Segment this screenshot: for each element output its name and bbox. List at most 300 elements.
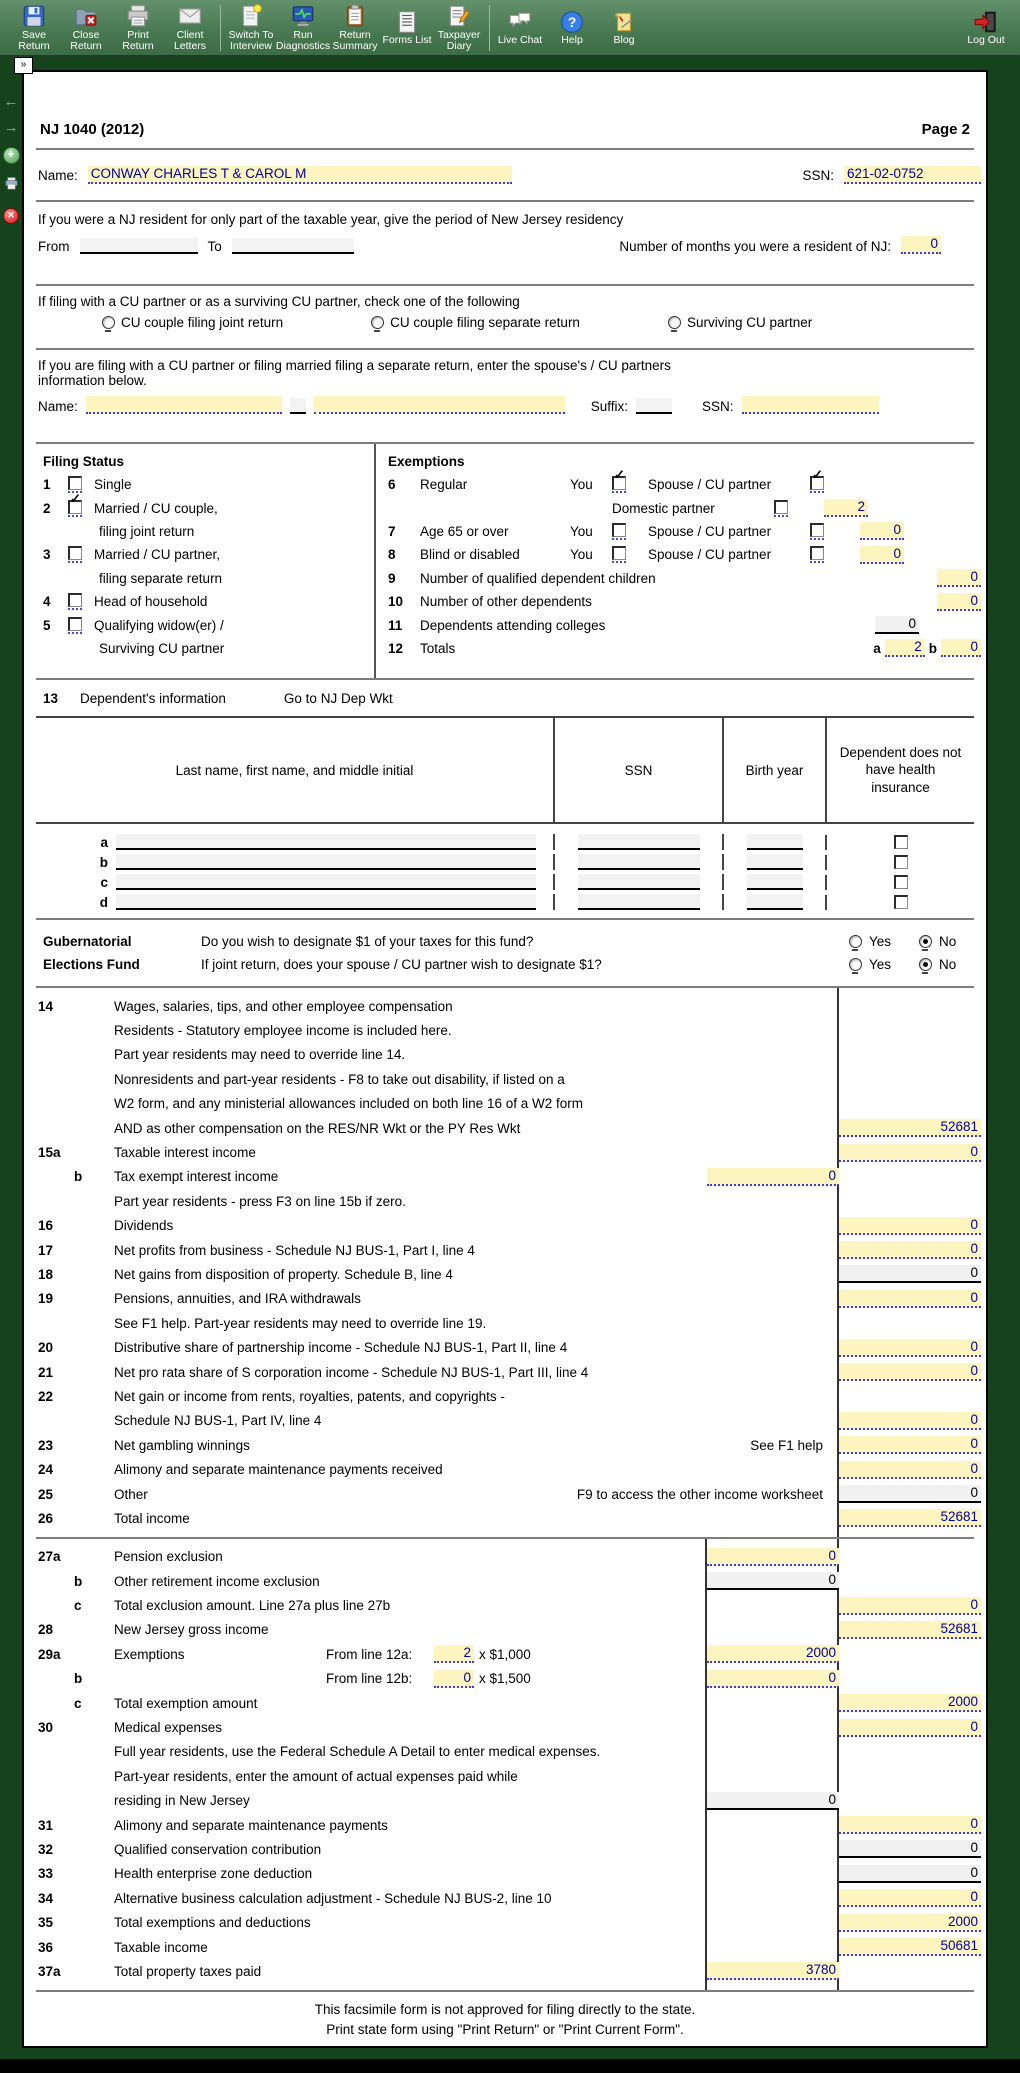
blog-icon bbox=[611, 8, 637, 35]
toolbar-button-label: Diary bbox=[446, 40, 472, 52]
cu-option-radio[interactable] bbox=[668, 316, 681, 329]
multiplier-label: x $1,500 bbox=[479, 1671, 531, 1687]
domestic-count-field[interactable]: 2 bbox=[824, 499, 868, 517]
filing-status-checkbox-2[interactable] bbox=[68, 500, 82, 514]
filing-status-item-cont bbox=[38, 520, 374, 543]
help-icon bbox=[559, 8, 585, 35]
months-resident-field[interactable]: 0 bbox=[901, 236, 941, 254]
col-insurance-header: Dependent does not have health insurance bbox=[825, 718, 974, 822]
dependent-ssn-field[interactable] bbox=[578, 834, 700, 850]
col-ssn-header: SSN bbox=[553, 718, 722, 822]
colleges-field[interactable]: 0 bbox=[875, 616, 919, 634]
line-number: c bbox=[74, 1695, 82, 1711]
suffix-label: Suffix: bbox=[590, 399, 629, 414]
dependent-birthyear-field[interactable] bbox=[747, 834, 803, 850]
toolbar-button-label: Save bbox=[22, 28, 46, 41]
dependent-no-insurance-checkbox[interactable] bbox=[894, 875, 908, 889]
amount-field-35[interactable]: 2000 bbox=[839, 1914, 981, 1932]
dependent-row-c bbox=[36, 870, 974, 890]
income-line-cont-8 bbox=[38, 1189, 981, 1213]
dependents-table bbox=[36, 716, 974, 918]
exemption-label: Regular bbox=[420, 477, 468, 493]
toolbar-divider bbox=[489, 5, 490, 51]
svg-text:?: ? bbox=[567, 13, 577, 30]
deductions-section bbox=[24, 1539, 986, 1990]
amount-field-30[interactable]: 0 bbox=[839, 1719, 981, 1737]
deduction-line-b bbox=[38, 1667, 981, 1691]
totals-b-field[interactable]: 0 bbox=[941, 639, 981, 657]
gubernatorial-title-1: Gubernatorial bbox=[43, 934, 132, 949]
line-number: 28 bbox=[38, 1622, 54, 1638]
toolbar-button-save-return[interactable] bbox=[9, 3, 59, 53]
income-line-cont-13 bbox=[38, 1311, 981, 1335]
checkbox-domestic-partner[interactable] bbox=[774, 500, 788, 514]
income-line-26 bbox=[38, 1506, 981, 1530]
toolbar-button-label: Diagnostics bbox=[275, 40, 331, 52]
line-number: 4 bbox=[43, 594, 51, 610]
income-section bbox=[24, 988, 986, 1537]
filing-status-item-cont bbox=[38, 567, 374, 590]
income-line-cont-17 bbox=[38, 1409, 981, 1433]
filing-status-checkbox-4[interactable] bbox=[68, 593, 82, 607]
amount-field-21[interactable]: 0 bbox=[839, 1363, 981, 1381]
spouse-firstname-field[interactable] bbox=[314, 396, 565, 414]
line-label: Part year residents - press F3 on line 15b if zero. bbox=[114, 1193, 406, 1209]
line-number: 3 bbox=[43, 547, 51, 563]
income-line-19 bbox=[38, 1287, 981, 1311]
filing-status-checkbox-1[interactable] bbox=[68, 476, 82, 490]
name-label: Name: bbox=[38, 167, 78, 183]
totals-b-label: b bbox=[928, 640, 937, 656]
add-icon[interactable]: + bbox=[3, 147, 20, 164]
income-line-23 bbox=[38, 1433, 981, 1457]
amount-field-17[interactable]: 0 bbox=[839, 1241, 981, 1259]
amount-field-31[interactable]: 0 bbox=[839, 1816, 981, 1834]
forward-arrow-icon[interactable]: → bbox=[3, 119, 19, 136]
gubernatorial-q1-row bbox=[201, 930, 981, 953]
toolbar-button-return-summary[interactable] bbox=[330, 3, 380, 53]
toolbar-button-label: Close bbox=[72, 28, 100, 41]
line-label: Alternative business calculation adjustment - Schedule NJ BUS-2, line 10 bbox=[114, 1890, 552, 1906]
toolbar-button-close-return[interactable] bbox=[61, 3, 111, 53]
gubernatorial-q2-row bbox=[201, 953, 981, 976]
dep-worksheet-link[interactable]: Go to NJ Dep Wkt bbox=[283, 690, 393, 706]
toolbar-button-label: Print bbox=[127, 28, 149, 41]
filing-status-label: Married / CU partner, bbox=[94, 547, 221, 563]
form-footer bbox=[24, 1992, 986, 2046]
deduction-line-37a bbox=[38, 1959, 981, 1983]
amount-field-10[interactable]: 0 bbox=[707, 1792, 839, 1810]
residency-from-field[interactable] bbox=[80, 238, 198, 254]
print-icon bbox=[125, 3, 151, 30]
letters-icon bbox=[177, 3, 203, 30]
dependent-row-letter: c bbox=[100, 875, 108, 890]
line-number: 1 bbox=[43, 477, 51, 493]
cu-option-3 bbox=[668, 315, 812, 330]
filing-status-item-4 bbox=[38, 590, 374, 613]
spouse-lastname-field[interactable] bbox=[86, 396, 282, 414]
line-number: 7 bbox=[388, 523, 396, 539]
dependent-no-insurance-checkbox[interactable] bbox=[894, 855, 908, 869]
cu-option-label: Surviving CU partner bbox=[686, 315, 813, 330]
amount-field-24[interactable]: 0 bbox=[839, 1461, 981, 1479]
side-rail bbox=[0, 95, 22, 224]
income-line-b bbox=[38, 1165, 981, 1189]
income-line-14 bbox=[38, 994, 981, 1018]
taxpayer-ssn-field[interactable]: 621-02-0752 bbox=[844, 166, 981, 184]
line-number: 19 bbox=[38, 1291, 54, 1307]
amount-field-b[interactable]: 0 bbox=[707, 1670, 839, 1688]
col-name-header: Last name, first name, and middle initial bbox=[175, 762, 414, 778]
to-label: To bbox=[207, 239, 222, 254]
amount-field-27a[interactable]: 0 bbox=[707, 1548, 839, 1566]
amount-field-c[interactable]: 0 bbox=[839, 1597, 981, 1615]
blind-count-field[interactable]: 0 bbox=[860, 546, 904, 564]
taxpayer-name-field[interactable]: CONWAY CHARLES T & CAROL M bbox=[88, 166, 512, 184]
deduction-line-cont-10 bbox=[38, 1789, 981, 1813]
spouse-ssn-field[interactable] bbox=[742, 396, 879, 414]
deduction-line-c bbox=[38, 1691, 981, 1715]
amount-field-18[interactable]: 0 bbox=[839, 1265, 981, 1283]
line-note: See F1 help bbox=[750, 1437, 823, 1453]
line-label: Full year residents, use the Federal Schedule A Detail to enter medical expenses. bbox=[114, 1744, 601, 1760]
income-line-20 bbox=[38, 1335, 981, 1359]
exemption-row-11 bbox=[388, 613, 981, 636]
spouse-ssn-label: SSN: bbox=[702, 399, 734, 414]
line-label: Alimony and separate maintenance payments bbox=[114, 1817, 388, 1833]
toolbar-button-client-letters[interactable] bbox=[165, 3, 215, 53]
line-number: 13 bbox=[43, 690, 59, 706]
toolbar-button-taxpayer-diary[interactable] bbox=[434, 3, 484, 53]
exemption-label: Blind or disabled bbox=[420, 547, 520, 563]
deduction-line-cont-9 bbox=[38, 1764, 981, 1788]
back-arrow-icon[interactable]: ← bbox=[3, 93, 19, 110]
checkbox-regular-spouse[interactable] bbox=[810, 476, 824, 490]
line-label: Exemptions bbox=[114, 1646, 185, 1662]
form-header bbox=[24, 72, 986, 148]
amount-field-16[interactable]: 0 bbox=[839, 1217, 981, 1235]
toolbar-button-print-return[interactable] bbox=[113, 3, 163, 53]
line-number: 35 bbox=[38, 1915, 54, 1931]
deduction-line-36 bbox=[38, 1935, 981, 1959]
toolbar-button-forms-list[interactable] bbox=[382, 8, 432, 47]
amount-field-34[interactable]: 0 bbox=[839, 1889, 981, 1907]
you-label: You bbox=[570, 477, 593, 493]
line-number: 29a bbox=[38, 1646, 61, 1662]
residency-text: If you were a NJ resident for only part of the taxable year, give the period of New Jersey residency bbox=[38, 212, 624, 227]
line-number: b bbox=[74, 1169, 83, 1185]
totals-a-field[interactable]: 2 bbox=[885, 639, 925, 657]
amount-field-5[interactable]: 52681 bbox=[839, 1119, 981, 1137]
line-label: Total exemptions and deductions bbox=[114, 1915, 311, 1931]
dependent-name-field[interactable] bbox=[116, 874, 536, 890]
dependent-ssn-field[interactable] bbox=[578, 874, 700, 890]
spouse-mi-field[interactable] bbox=[290, 398, 306, 414]
dependent-children-field[interactable]: 0 bbox=[937, 569, 981, 587]
exemption-label: Number of qualified dependent children bbox=[420, 570, 656, 586]
line-label: W2 form, and any ministerial allowances included on both line 16 of a W2 form bbox=[114, 1096, 583, 1112]
print-icon[interactable] bbox=[4, 176, 19, 196]
exemption-count-field[interactable]: 2 bbox=[434, 1645, 474, 1663]
line-label: AND as other compensation on the RES/NR Wkt or the PY Res Wkt bbox=[114, 1120, 521, 1136]
line-label: Schedule NJ BUS-1, Part IV, line 4 bbox=[114, 1413, 322, 1429]
amount-field-33[interactable]: 0 bbox=[839, 1865, 981, 1883]
toolbar-button-blog[interactable] bbox=[599, 8, 649, 47]
amount-field-25[interactable]: 0 bbox=[839, 1485, 981, 1503]
dependent-birthyear-field[interactable] bbox=[747, 874, 803, 890]
page-number: Page 2 bbox=[921, 121, 970, 138]
other-dependents-field[interactable]: 0 bbox=[937, 593, 981, 611]
q2-text: If joint return, does your spouse / CU partner wish to designate $1? bbox=[201, 957, 602, 972]
checkbox-blind-spouse[interactable] bbox=[810, 546, 824, 560]
toolbar-button-help[interactable] bbox=[547, 8, 597, 47]
toolbar-button-run-diagnostics[interactable] bbox=[275, 3, 331, 53]
you-label: You bbox=[570, 547, 593, 563]
line-label: Medical expenses bbox=[114, 1720, 223, 1736]
filing-status-checkbox-5[interactable] bbox=[68, 617, 82, 631]
toolbar-button-label: Client bbox=[176, 28, 204, 41]
col-birthyear-header: Birth year bbox=[722, 718, 825, 822]
toolbar-button-label: Log Out bbox=[967, 34, 1005, 47]
forms-icon bbox=[394, 8, 420, 35]
gubernatorial-title-2: Elections Fund bbox=[43, 957, 140, 972]
toolbar-button-live-chat[interactable] bbox=[495, 8, 545, 47]
amount-field-26[interactable]: 52681 bbox=[839, 1509, 981, 1527]
line-number: 2 bbox=[43, 500, 51, 516]
toolbar-button-log-out[interactable] bbox=[961, 8, 1011, 47]
line-label: Net gain or income from rents, royalties, patents, and copyrights - bbox=[114, 1388, 505, 1404]
toolbar-button-label: Live Chat bbox=[497, 34, 543, 47]
cu-option-radio[interactable] bbox=[371, 316, 384, 329]
filing-status-item-cont bbox=[38, 637, 374, 660]
amount-field-b[interactable]: 0 bbox=[707, 1572, 839, 1590]
amount-field-b[interactable]: 0 bbox=[707, 1168, 839, 1186]
exemption-row-7 bbox=[388, 520, 981, 543]
income-line-17 bbox=[38, 1238, 981, 1262]
footer-line-2: Print state form using "Print Return" or "Print Current Form". bbox=[326, 2021, 684, 2037]
dependent-birthyear-field[interactable] bbox=[747, 894, 803, 910]
line-number: 27a bbox=[38, 1549, 61, 1565]
from-label: From bbox=[38, 239, 70, 254]
line-number: 25 bbox=[38, 1486, 54, 1502]
toolbar-button-label: Forms List bbox=[382, 34, 432, 47]
line-note: F9 to access the other income worksheet bbox=[576, 1486, 823, 1502]
line-label: Residents - Statutory employee income is included here. bbox=[114, 1023, 452, 1039]
dependent-ssn-field[interactable] bbox=[578, 894, 700, 910]
exemption-row-6 bbox=[388, 473, 981, 496]
filing-status-label: filing joint return bbox=[99, 523, 195, 539]
filing-status-column bbox=[38, 452, 374, 678]
spouse-info-section bbox=[24, 350, 986, 442]
logout-icon bbox=[973, 8, 999, 35]
deduction-line-30 bbox=[38, 1715, 981, 1739]
line-label: Alimony and separate maintenance payments received bbox=[114, 1462, 443, 1478]
q2-no-radio[interactable] bbox=[919, 958, 932, 971]
amount-field-15a[interactable]: 0 bbox=[839, 1144, 981, 1162]
line-number: 12 bbox=[388, 640, 404, 656]
exemptions-column bbox=[376, 452, 981, 678]
main-toolbar bbox=[0, 0, 1020, 57]
deduction-line-35 bbox=[38, 1910, 981, 1934]
filing-status-label: Surviving CU partner bbox=[99, 640, 225, 656]
exemption-row-8 bbox=[388, 543, 981, 566]
line-number: 31 bbox=[38, 1817, 54, 1833]
line-number: b bbox=[74, 1573, 83, 1589]
exemption-row-12 bbox=[388, 637, 981, 660]
spouse-suffix-field[interactable] bbox=[636, 398, 672, 414]
dependent-row-b bbox=[36, 850, 974, 870]
amount-field-29a[interactable]: 2000 bbox=[707, 1645, 839, 1663]
amount-field-20[interactable]: 0 bbox=[839, 1339, 981, 1357]
checkbox-regular-you[interactable] bbox=[612, 476, 626, 490]
toolbar-button-label: Return bbox=[18, 40, 50, 52]
dependent-no-insurance-checkbox[interactable] bbox=[894, 835, 908, 849]
toolbar-button-label: Blog bbox=[613, 34, 635, 47]
line-label: Taxable interest income bbox=[114, 1145, 256, 1161]
line-number: 32 bbox=[38, 1841, 54, 1857]
line-number: 17 bbox=[38, 1242, 54, 1258]
line-label: Other retirement income exclusion bbox=[114, 1573, 320, 1589]
cu-option-label: CU couple filing joint return bbox=[121, 315, 284, 330]
residency-to-field[interactable] bbox=[232, 238, 354, 254]
interview-icon bbox=[238, 3, 264, 30]
exemption-label: Dependents attending colleges bbox=[420, 617, 606, 633]
no-label: No bbox=[939, 957, 957, 972]
line-number: 8 bbox=[388, 547, 396, 563]
line-number: 10 bbox=[388, 594, 404, 610]
filing-status-label: Single bbox=[94, 477, 132, 493]
sidebar-collapse-button[interactable]: » bbox=[14, 57, 33, 74]
cu-option-label: CU couple filing separate return bbox=[390, 315, 580, 330]
exemption-label: Age 65 or over bbox=[420, 523, 509, 539]
dependent-row-letter: d bbox=[99, 895, 108, 910]
line-13-row bbox=[24, 680, 986, 716]
line-label: Part year residents may need to override line 14. bbox=[114, 1047, 406, 1063]
dependent-name-field[interactable] bbox=[116, 834, 536, 850]
line-sublabel: From line 12b: bbox=[326, 1671, 413, 1687]
line-label: Wages, salaries, tips, and other employee compensation bbox=[114, 998, 453, 1014]
spouse-label: Spouse / CU partner bbox=[648, 523, 772, 539]
yes-label: Yes bbox=[869, 934, 892, 949]
diagnostics-icon bbox=[290, 3, 316, 30]
spouse-text-1: If you are filing with a CU partner or filing married filing a separate return, enter the spouse's / CU partners bbox=[38, 358, 671, 373]
filing-status-item-3 bbox=[38, 543, 374, 566]
income-line-21 bbox=[38, 1360, 981, 1384]
cu-text: If filing with a CU partner or as a surviving CU partner, check one of the following bbox=[38, 294, 520, 309]
line-number: 15a bbox=[38, 1145, 61, 1161]
deduction-line-cont-8 bbox=[38, 1740, 981, 1764]
dependent-name-field[interactable] bbox=[116, 894, 536, 910]
spouse-name-label: Name: bbox=[38, 399, 78, 414]
dependent-no-insurance-checkbox[interactable] bbox=[894, 895, 908, 909]
toolbar-button-label: Return bbox=[339, 28, 371, 41]
line-label: New Jersey gross income bbox=[114, 1622, 269, 1638]
close-form-icon[interactable]: ✕ bbox=[3, 208, 19, 224]
line-number: 36 bbox=[38, 1939, 54, 1955]
line-sublabel: From line 12a: bbox=[326, 1646, 413, 1662]
amount-field-17[interactable]: 0 bbox=[839, 1412, 981, 1430]
toolbar-button-label: Help bbox=[561, 34, 583, 47]
line-label: Net pro rata share of S corporation income - Schedule NJ BUS-1, Part III, line 4 bbox=[114, 1364, 589, 1380]
filing-status-checkbox-3[interactable] bbox=[68, 546, 82, 560]
line-label: Health enterprise zone deduction bbox=[114, 1866, 313, 1882]
deduction-line-32 bbox=[38, 1837, 981, 1861]
income-line-cont-3 bbox=[38, 1067, 981, 1091]
line-number: 21 bbox=[38, 1364, 54, 1380]
q2-yes-radio[interactable] bbox=[849, 958, 862, 971]
summary-icon bbox=[342, 3, 368, 30]
exemption-count-field[interactable]: 0 bbox=[434, 1670, 474, 1688]
line-label: Taxable income bbox=[114, 1939, 208, 1955]
income-line-18 bbox=[38, 1262, 981, 1286]
q1-text: Do you wish to designate $1 of your taxes for this fund? bbox=[201, 934, 534, 949]
amount-field-19[interactable]: 0 bbox=[839, 1290, 981, 1308]
line-number: 18 bbox=[38, 1266, 54, 1282]
line-label: Qualified conservation contribution bbox=[114, 1841, 322, 1857]
filing-status-item-1 bbox=[38, 473, 374, 496]
domestic-partner-label: Domestic partner bbox=[612, 500, 715, 516]
checkbox-age65-spouse[interactable] bbox=[810, 523, 824, 537]
cu-partner-section bbox=[24, 286, 986, 348]
dependent-row-a bbox=[36, 830, 974, 850]
q1-yes-radio[interactable] bbox=[849, 935, 862, 948]
chat-icon bbox=[507, 8, 533, 35]
residency-section bbox=[24, 202, 986, 284]
line-label: Part-year residents, enter the amount of actual expenses paid while bbox=[114, 1768, 518, 1784]
line-number: b bbox=[74, 1671, 83, 1687]
line-number: 5 bbox=[43, 617, 51, 633]
amount-field-c[interactable]: 2000 bbox=[839, 1694, 981, 1712]
toolbar-button-label: Summary bbox=[332, 40, 378, 52]
cu-option-radio[interactable] bbox=[102, 316, 115, 329]
income-line-25 bbox=[38, 1482, 981, 1506]
q1-no-radio[interactable] bbox=[919, 935, 932, 948]
save-icon bbox=[21, 3, 47, 30]
line-number: 22 bbox=[38, 1388, 54, 1404]
income-line-cont-5 bbox=[38, 1116, 981, 1140]
dependent-birthyear-field[interactable] bbox=[747, 854, 803, 870]
age65-count-field[interactable]: 0 bbox=[860, 522, 904, 540]
cu-option-1 bbox=[102, 315, 283, 330]
line-label: Net profits from business - Schedule NJ BUS-1, Part I, line 4 bbox=[114, 1242, 475, 1258]
line-label: Dividends bbox=[114, 1218, 174, 1234]
dependents-table-header bbox=[36, 718, 974, 824]
filing-status-label: filing separate return bbox=[99, 570, 223, 586]
checkbox-blind-you[interactable] bbox=[612, 546, 626, 560]
dependent-name-field[interactable] bbox=[116, 854, 536, 870]
deduction-line-c bbox=[38, 1593, 981, 1617]
checkbox-age65-you[interactable] bbox=[612, 523, 626, 537]
toolbar-button-switch-to-interview[interactable] bbox=[226, 3, 276, 53]
line-number: 30 bbox=[38, 1720, 54, 1736]
amount-field-23[interactable]: 0 bbox=[839, 1436, 981, 1454]
totals-a-label: a bbox=[873, 640, 881, 656]
line-number: 9 bbox=[388, 570, 396, 586]
deduction-line-34 bbox=[38, 1886, 981, 1910]
toolbar-button-label: Return bbox=[122, 40, 154, 52]
amount-field-37a[interactable]: 3780 bbox=[707, 1962, 839, 1980]
spouse-text-2: information below. bbox=[38, 373, 147, 388]
amount-field-36[interactable]: 50681 bbox=[839, 1938, 981, 1956]
amount-field-32[interactable]: 0 bbox=[839, 1840, 981, 1858]
line-label: Nonresidents and part-year residents - F8 to take out disability, if listed on a bbox=[114, 1071, 565, 1087]
cu-option-2 bbox=[371, 315, 580, 330]
income-line-cont-1 bbox=[38, 1018, 981, 1042]
dependent-ssn-field[interactable] bbox=[578, 854, 700, 870]
amount-field-28[interactable]: 52681 bbox=[839, 1621, 981, 1639]
deduction-line-28 bbox=[38, 1618, 981, 1642]
form-title: NJ 1040 (2012) bbox=[40, 121, 145, 138]
